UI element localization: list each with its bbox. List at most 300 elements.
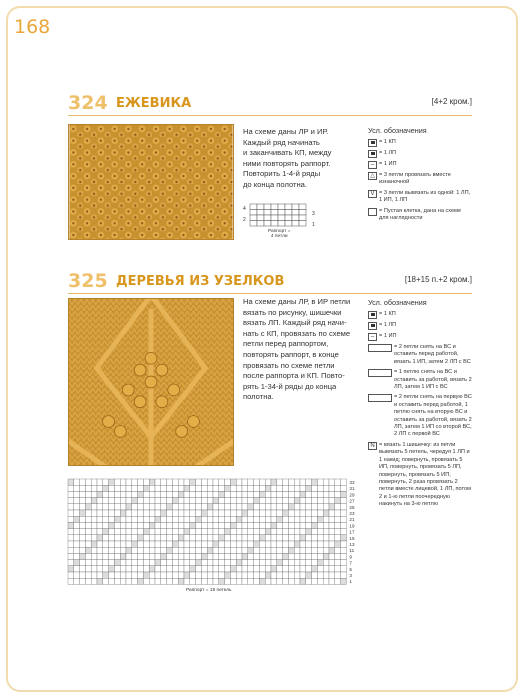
legend-item xyxy=(368,344,472,366)
chart-cell xyxy=(250,210,257,216)
chart-cell xyxy=(271,510,277,516)
chart-cell xyxy=(161,529,167,535)
chart-cell xyxy=(68,541,74,547)
chart-cell xyxy=(248,491,254,497)
chart-symbol-icon xyxy=(368,344,392,352)
chart-cell xyxy=(143,491,149,497)
chart-cell xyxy=(138,566,144,572)
chart-cell xyxy=(317,560,323,566)
chart-cell xyxy=(259,498,265,504)
legend-text: = вязать 1 шишечку: из петли вывязать 5 петель, чередуя 1 ЛП и 1 накид; повернуть, провязать 5 ИП, повернуть, провязать 5 ЛП, повернуть, провязать 5 ИП, повернуть, 2 раза провязать 2 петли вместе лицевой, 1 ЛП, потом 2 и 1-ю петли поочередную накинуть на 3-ю петлю xyxy=(379,441,471,508)
chart-cell xyxy=(172,578,178,584)
chart-cell xyxy=(219,547,225,553)
chart-cell xyxy=(271,560,277,566)
chart-cell xyxy=(236,522,242,528)
chart-cell xyxy=(213,535,219,541)
chart-cell xyxy=(288,560,294,566)
chart-cell xyxy=(294,491,300,497)
chart-cell xyxy=(312,566,318,572)
chart-cell xyxy=(109,498,115,504)
chart-cell xyxy=(329,560,335,566)
header-rule xyxy=(68,293,472,294)
legend-text: = 3 петли провязать вместе изнаночной xyxy=(379,172,451,186)
chart-cell xyxy=(120,547,126,553)
chart-cell xyxy=(341,566,347,572)
chart-cell xyxy=(155,553,161,559)
chart-cell xyxy=(242,516,248,522)
chart-cell xyxy=(178,572,184,578)
chart-cell xyxy=(288,541,294,547)
chart-cell xyxy=(283,560,289,566)
chart-cell xyxy=(335,522,341,528)
chart-cell xyxy=(91,541,97,547)
chart-cell xyxy=(254,566,260,572)
chart-cell xyxy=(236,535,242,541)
chart-cell xyxy=(219,541,225,547)
chart-cell xyxy=(97,553,103,559)
chart-cell xyxy=(201,498,207,504)
chart-cell xyxy=(109,535,115,541)
chart-cell xyxy=(341,535,347,541)
chart-cell xyxy=(91,485,97,491)
chart-cell xyxy=(172,535,178,541)
chart-cell xyxy=(196,547,202,553)
chart-cell xyxy=(248,578,254,584)
chart-cell xyxy=(254,553,260,559)
chart-cell xyxy=(149,553,155,559)
chart-cell xyxy=(277,560,283,566)
bobble xyxy=(122,384,134,396)
chart-cell xyxy=(264,210,271,216)
chart-cell xyxy=(230,560,236,566)
chart-cell xyxy=(219,560,225,566)
chart-cell xyxy=(190,553,196,559)
row-number: 7 xyxy=(349,560,352,566)
chart-cell xyxy=(149,510,155,516)
chart-cell xyxy=(178,479,184,485)
chart-cell xyxy=(335,504,341,510)
chart-cell xyxy=(74,572,80,578)
chart-cell xyxy=(178,535,184,541)
chart-cell xyxy=(126,498,132,504)
bobble xyxy=(156,364,168,376)
chart-cell xyxy=(242,547,248,553)
chart-cell xyxy=(225,578,231,584)
chart-cell xyxy=(288,535,294,541)
chart-cell xyxy=(230,522,236,528)
chart-cell xyxy=(161,479,167,485)
chart-cell xyxy=(248,560,254,566)
chart-cell xyxy=(306,553,312,559)
chart-cell xyxy=(317,485,323,491)
chart-cell xyxy=(294,572,300,578)
chart-cell xyxy=(74,566,80,572)
chart-cell xyxy=(242,553,248,559)
chart-cell xyxy=(242,522,248,528)
chart-cell xyxy=(155,485,161,491)
chart-cell xyxy=(306,479,312,485)
legend-item xyxy=(368,150,472,158)
chart-cell xyxy=(259,535,265,541)
chart-cell xyxy=(230,479,236,485)
chart-cell xyxy=(283,566,289,572)
chart-cell xyxy=(294,566,300,572)
chart-cell xyxy=(103,498,109,504)
chart-cell xyxy=(230,578,236,584)
chart-cell xyxy=(283,547,289,553)
chart-cell xyxy=(288,522,294,528)
chart-cell xyxy=(80,578,86,584)
chart-cell xyxy=(323,479,329,485)
chart-cell xyxy=(80,553,86,559)
legend-text: = 1 КП xyxy=(379,311,396,317)
chart-cell xyxy=(306,572,312,578)
chart-cell xyxy=(172,504,178,510)
chart-cell xyxy=(242,510,248,516)
chart-cell xyxy=(155,566,161,572)
chart-cell xyxy=(184,485,190,491)
chart-cell xyxy=(155,529,161,535)
chart-cell xyxy=(254,541,260,547)
chart-cell xyxy=(254,479,260,485)
chart-cell xyxy=(172,541,178,547)
chart-cell xyxy=(207,479,213,485)
chart-cell xyxy=(91,553,97,559)
chart-cell xyxy=(132,553,138,559)
chart-cell xyxy=(207,498,213,504)
chart-cell xyxy=(219,578,225,584)
chart-cell xyxy=(277,541,283,547)
chart-cell xyxy=(341,479,347,485)
chart-cell xyxy=(109,578,115,584)
chart-cell xyxy=(103,572,109,578)
chart-cell xyxy=(138,560,144,566)
chart-cell xyxy=(225,566,231,572)
chart-cell xyxy=(230,504,236,510)
chart-cell xyxy=(68,529,74,535)
chart-cell xyxy=(259,479,265,485)
chart-cell xyxy=(265,553,271,559)
legend-text: = 2 петли снять на ВС и оставить перед работой, вязать 1 ИП, затем 2 ЛП с ВС xyxy=(394,344,471,365)
chart-cell xyxy=(213,566,219,572)
chart-cell xyxy=(299,210,306,216)
legend-item xyxy=(368,208,472,223)
chart-cell xyxy=(143,510,149,516)
chart-cell xyxy=(230,547,236,553)
chart-cell xyxy=(161,510,167,516)
chart-cell xyxy=(248,522,254,528)
chart-cell xyxy=(184,529,190,535)
chart-cell xyxy=(161,547,167,553)
chart-cell xyxy=(207,547,213,553)
chart-cell xyxy=(323,541,329,547)
chart-cell xyxy=(335,491,341,497)
chart-cell xyxy=(80,485,86,491)
chart-cell xyxy=(126,560,132,566)
chart-cell xyxy=(283,535,289,541)
chart-cell xyxy=(335,516,341,522)
chart-cell xyxy=(196,566,202,572)
chart-cell xyxy=(138,535,144,541)
chart-cell xyxy=(103,553,109,559)
chart-cell xyxy=(299,221,306,227)
chart-cell xyxy=(288,479,294,485)
chart-cell xyxy=(97,516,103,522)
chart-cell xyxy=(91,479,97,485)
chart-cell xyxy=(143,485,149,491)
chart-cell xyxy=(80,529,86,535)
chart-cell xyxy=(91,510,97,516)
chart-cell xyxy=(143,479,149,485)
chart-cell xyxy=(132,522,138,528)
chart-cell xyxy=(207,491,213,497)
chart-cell xyxy=(172,498,178,504)
chart-cell xyxy=(277,578,283,584)
chart-cell xyxy=(109,541,115,547)
chart-cell xyxy=(109,479,115,485)
chart-cell xyxy=(109,485,115,491)
chart-cell xyxy=(271,566,277,572)
chart-cell xyxy=(74,535,80,541)
chart-cell xyxy=(213,547,219,553)
chart-cell xyxy=(288,572,294,578)
chart-cell xyxy=(329,498,335,504)
chart-cell xyxy=(242,498,248,504)
chart-cell xyxy=(265,535,271,541)
chart-cell xyxy=(103,529,109,535)
chart-cell xyxy=(254,529,260,535)
chart-cell xyxy=(109,504,115,510)
chart-cell xyxy=(196,485,202,491)
chart-cell xyxy=(114,498,120,504)
chart-cell xyxy=(149,535,155,541)
chart-cell xyxy=(271,541,277,547)
chart-cell xyxy=(288,566,294,572)
chart-cell xyxy=(248,566,254,572)
chart-cell xyxy=(323,504,329,510)
pattern-324-header xyxy=(68,92,472,116)
bobble xyxy=(156,396,168,408)
chart-cell xyxy=(306,535,312,541)
chart-cell xyxy=(91,578,97,584)
chart-cell xyxy=(288,498,294,504)
legend-title: Усл. обозначения xyxy=(368,298,427,307)
chart-cell xyxy=(167,535,173,541)
chart-cell xyxy=(201,510,207,516)
chart-cell xyxy=(178,504,184,510)
chart-cell xyxy=(68,578,74,584)
chart-cell xyxy=(196,491,202,497)
chart-cell xyxy=(190,522,196,528)
chart-cell xyxy=(103,522,109,528)
chart-cell xyxy=(196,572,202,578)
chart-cell xyxy=(341,572,347,578)
chart-cell xyxy=(335,529,341,535)
chart-cell xyxy=(248,572,254,578)
chart-cell xyxy=(190,535,196,541)
legend-title: Усл. обозначения xyxy=(368,126,427,135)
chart-cell xyxy=(312,560,318,566)
chart-cell xyxy=(149,578,155,584)
chart-cell xyxy=(265,522,271,528)
chart-cell xyxy=(254,504,260,510)
chart-cell xyxy=(329,529,335,535)
chart-cell xyxy=(132,535,138,541)
chart-cell xyxy=(335,560,341,566)
chart-cell xyxy=(265,566,271,572)
chart-cell xyxy=(248,498,254,504)
chart-cell xyxy=(190,578,196,584)
chart-cell xyxy=(265,547,271,553)
chart-cell xyxy=(80,510,86,516)
chart-cell xyxy=(68,504,74,510)
chart-cell xyxy=(271,547,277,553)
chart-cell xyxy=(74,516,80,522)
chart-cell xyxy=(74,547,80,553)
chart-cell xyxy=(300,560,306,566)
chart-cell xyxy=(172,547,178,553)
chart-cell xyxy=(120,522,126,528)
chart-cell xyxy=(132,560,138,566)
chart-cell xyxy=(317,529,323,535)
chart-cell xyxy=(300,485,306,491)
chart-cell xyxy=(172,566,178,572)
chart-cell xyxy=(213,510,219,516)
chart-cell xyxy=(259,522,265,528)
chart-cell xyxy=(271,204,278,210)
chart-cell xyxy=(300,541,306,547)
chart-cell xyxy=(283,498,289,504)
chart-cell xyxy=(271,535,277,541)
chart-cell xyxy=(300,479,306,485)
chart-cell xyxy=(143,504,149,510)
legend-text: = Пустая клетка, дана на схеме для наглядности xyxy=(379,207,462,222)
chart-cell xyxy=(126,535,132,541)
chart-cell xyxy=(74,541,80,547)
chart-cell xyxy=(242,504,248,510)
chart-cell xyxy=(278,204,285,210)
chart-cell xyxy=(312,491,318,497)
chart-cell xyxy=(97,529,103,535)
chart-cell xyxy=(138,578,144,584)
chart-cell xyxy=(248,535,254,541)
chart-cell xyxy=(178,541,184,547)
chart-cell xyxy=(312,504,318,510)
chart-cell xyxy=(74,560,80,566)
chart-cell xyxy=(259,578,265,584)
chart-cell xyxy=(329,485,335,491)
chart-cell xyxy=(190,504,196,510)
chart-cell xyxy=(97,547,103,553)
chart-cell xyxy=(242,535,248,541)
chart-cell xyxy=(259,547,265,553)
chart-cell xyxy=(103,485,109,491)
chart-cell xyxy=(294,578,300,584)
chart-cell xyxy=(300,504,306,510)
chart-cell xyxy=(74,578,80,584)
chart-cell xyxy=(109,522,115,528)
chart-cell xyxy=(292,204,299,210)
chart-cell xyxy=(126,529,132,535)
chart-cell xyxy=(120,578,126,584)
chart-cell xyxy=(306,516,312,522)
chart-cell xyxy=(114,572,120,578)
chart-cell xyxy=(85,485,91,491)
chart-cell xyxy=(85,498,91,504)
chart-cell xyxy=(213,541,219,547)
chart-cell xyxy=(207,522,213,528)
chart-cell xyxy=(68,547,74,553)
chart-cell xyxy=(329,578,335,584)
chart-symbol-icon xyxy=(368,150,377,158)
chart-cell xyxy=(225,510,231,516)
chart-cell xyxy=(74,498,80,504)
chart-cell xyxy=(114,566,120,572)
chart-cell xyxy=(196,529,202,535)
chart-cell xyxy=(80,566,86,572)
chart-cell xyxy=(219,522,225,528)
chart-cell xyxy=(317,498,323,504)
chart-cell xyxy=(317,479,323,485)
chart-cell xyxy=(294,535,300,541)
chart-cell xyxy=(250,221,257,227)
chart-cell xyxy=(103,541,109,547)
chart-cell xyxy=(155,498,161,504)
chart-cell xyxy=(323,529,329,535)
chart-cell xyxy=(300,522,306,528)
chart-cell xyxy=(167,547,173,553)
chart-cell xyxy=(283,504,289,510)
chart-cell xyxy=(283,541,289,547)
chart-cell xyxy=(97,578,103,584)
chart-cell xyxy=(103,504,109,510)
chart-cell xyxy=(341,516,347,522)
chart-cell xyxy=(254,535,260,541)
chart-cell xyxy=(80,522,86,528)
chart-cell xyxy=(114,560,120,566)
chart-cell xyxy=(317,572,323,578)
chart-cell xyxy=(257,204,264,210)
chart-cell xyxy=(265,510,271,516)
chart-cell xyxy=(306,566,312,572)
chart-cell xyxy=(155,560,161,566)
chart-cell xyxy=(277,479,283,485)
chart-cell xyxy=(248,479,254,485)
row-number: 4 xyxy=(243,206,246,212)
chart-cell xyxy=(271,572,277,578)
chart-cell xyxy=(138,572,144,578)
chart-cell xyxy=(97,504,103,510)
chart-cell xyxy=(161,491,167,497)
chart-cell xyxy=(335,479,341,485)
chart-cell xyxy=(132,479,138,485)
chart-cell xyxy=(149,522,155,528)
chart-cell xyxy=(254,578,260,584)
chart-cell xyxy=(114,547,120,553)
chart-cell xyxy=(317,491,323,497)
bobble xyxy=(114,425,126,437)
chart-cell xyxy=(277,553,283,559)
legend-item xyxy=(368,394,472,438)
chart-cell xyxy=(312,522,318,528)
chart-cell xyxy=(225,485,231,491)
chart-cell xyxy=(259,516,265,522)
chart-cell xyxy=(236,541,242,547)
chart-cell xyxy=(323,560,329,566)
chart-cell xyxy=(285,204,292,210)
chart-cell xyxy=(184,522,190,528)
chart-cell xyxy=(254,560,260,566)
